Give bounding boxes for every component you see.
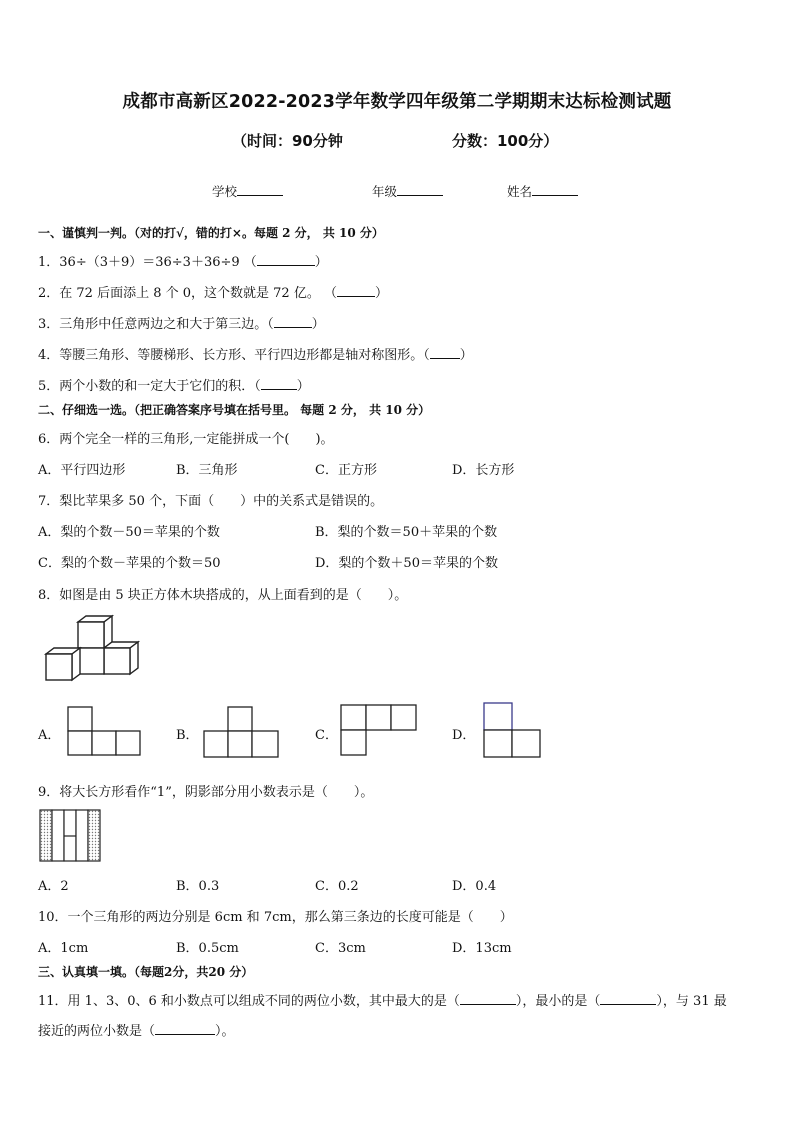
cube-front-face [46, 654, 72, 680]
q7-option-a[interactable]: A．梨的个数－50＝苹果的个数 [38, 525, 220, 540]
name-field [507, 182, 578, 200]
answer-blank[interactable] [337, 285, 375, 297]
grade-label: 年级 [372, 184, 398, 199]
q7-option-c[interactable]: C．梨的个数－苹果的个数＝50 [38, 556, 221, 571]
exam-score: 分数：100分） [452, 132, 559, 150]
question-11-line-1: 11．用 1、3、0、6 和小数点可以组成不同的两位小数，其中最大的是（ ），最小的是（ ），与 31 最 [38, 994, 727, 1009]
shaded-strip [40, 810, 52, 861]
q10-option-d[interactable]: D．13cm [452, 941, 512, 956]
answer-blank[interactable] [460, 993, 516, 1005]
cube-front-face [78, 648, 104, 674]
q8-option-c-figure [341, 705, 419, 757]
q9-option-a[interactable]: A．2 [38, 879, 69, 894]
question-2: 2．在 72 后面添上 8 个 0，这个数就是 72 亿。 （ ） [38, 286, 388, 301]
question-6: 6．两个完全一样的三角形,一定能拼成一个( )。 [38, 432, 334, 447]
question-1: 1．36÷（3＋9）＝36÷3＋36÷9 （ ） [38, 255, 328, 270]
cube-front-face [78, 622, 104, 648]
answer-blank[interactable] [155, 1023, 215, 1035]
q6-option-c[interactable]: C．正方形 [315, 463, 377, 478]
exam-time: （时间：90分钟 [232, 132, 343, 150]
q9-option-c[interactable]: C．0.2 [315, 879, 359, 894]
q8-option-b[interactable]: B． [176, 728, 199, 743]
school-field [212, 182, 283, 200]
grade-blank[interactable] [397, 183, 443, 196]
answer-blank[interactable] [600, 993, 656, 1005]
q6-option-a[interactable]: A．平行四边形 [38, 463, 126, 478]
cube-side-face [72, 648, 80, 680]
question-5: 5．两个小数的和一定大于它们的积．（ ） [38, 379, 310, 394]
question-7: 7．梨比苹果多 50 个，下面（ ）中的关系式是错误的。 [38, 494, 384, 509]
answer-blank[interactable] [257, 254, 315, 266]
name-blank[interactable] [532, 183, 578, 196]
q8-option-a-figure [68, 707, 142, 757]
q8-option-c[interactable]: C． [315, 728, 338, 743]
school-label: 学校 [212, 184, 238, 199]
question-11-line-2: 接近的两位小数是（ ）。 [38, 1024, 235, 1039]
question-3: 3．三角形中任意两边之和大于第三边。（ ） [38, 317, 325, 332]
answer-blank[interactable] [274, 316, 312, 328]
shaded-strip [88, 810, 100, 861]
cube-front-face [104, 648, 130, 674]
cube-stack-figure [40, 614, 140, 684]
q6-option-b[interactable]: B．三角形 [176, 463, 238, 478]
q8-option-b-figure [204, 707, 280, 759]
q8-option-d-figure [484, 703, 542, 759]
q6-option-d[interactable]: D．长方形 [452, 463, 515, 478]
answer-blank[interactable] [261, 378, 297, 390]
cube-side-face [130, 642, 138, 674]
answer-blank[interactable] [430, 347, 460, 359]
q10-option-c[interactable]: C．3cm [315, 941, 366, 956]
q8-option-a[interactable]: A． [38, 728, 61, 743]
question-10: 10．一个三角形的两边分别是 6cm 和 7cm，那么第三条边的长度可能是（ ） [38, 910, 513, 925]
q7-option-d[interactable]: D．梨的个数＋50＝苹果的个数 [315, 556, 498, 571]
question-9: 9．将大长方形看作“1”，阴影部分用小数表示是（ ）。 [38, 785, 374, 800]
q10-option-a[interactable]: A．1cm [38, 941, 89, 956]
q9-option-d[interactable]: D．0.4 [452, 879, 497, 894]
question-8: 8．如图是由 5 块正方体木块搭成的，从上面看到的是（ ）。 [38, 588, 408, 603]
school-blank[interactable] [237, 183, 283, 196]
q9-option-b[interactable]: B．0.3 [176, 879, 220, 894]
section-2-heading: 二、仔细选一选。（把正确答案序号填在括号里。 每题 2 分， 共 10 分） [38, 403, 431, 417]
q10-option-b[interactable]: B．0.5cm [176, 941, 239, 956]
q8-option-d[interactable]: D． [452, 728, 476, 743]
q7-option-b[interactable]: B．梨的个数＝50＋苹果的个数 [315, 525, 498, 540]
question-4: 4．等腰三角形、等腰梯形、长方形、平行四边形都是轴对称图形。（ ） [38, 348, 473, 363]
shaded-rectangle-figure [40, 810, 102, 862]
section-1-heading: 一、谨慎判一判。（对的打√，错的打×。每题 2 分， 共 10 分） [38, 226, 384, 240]
grade-field [372, 182, 443, 200]
section-3-heading: 三、认真填一填。（每题2分，共20 分） [38, 965, 254, 979]
name-label: 姓名 [507, 184, 533, 199]
page-title: 成都市高新区2022-2023学年数学四年级第二学期期末达标检测试题 [122, 92, 672, 112]
